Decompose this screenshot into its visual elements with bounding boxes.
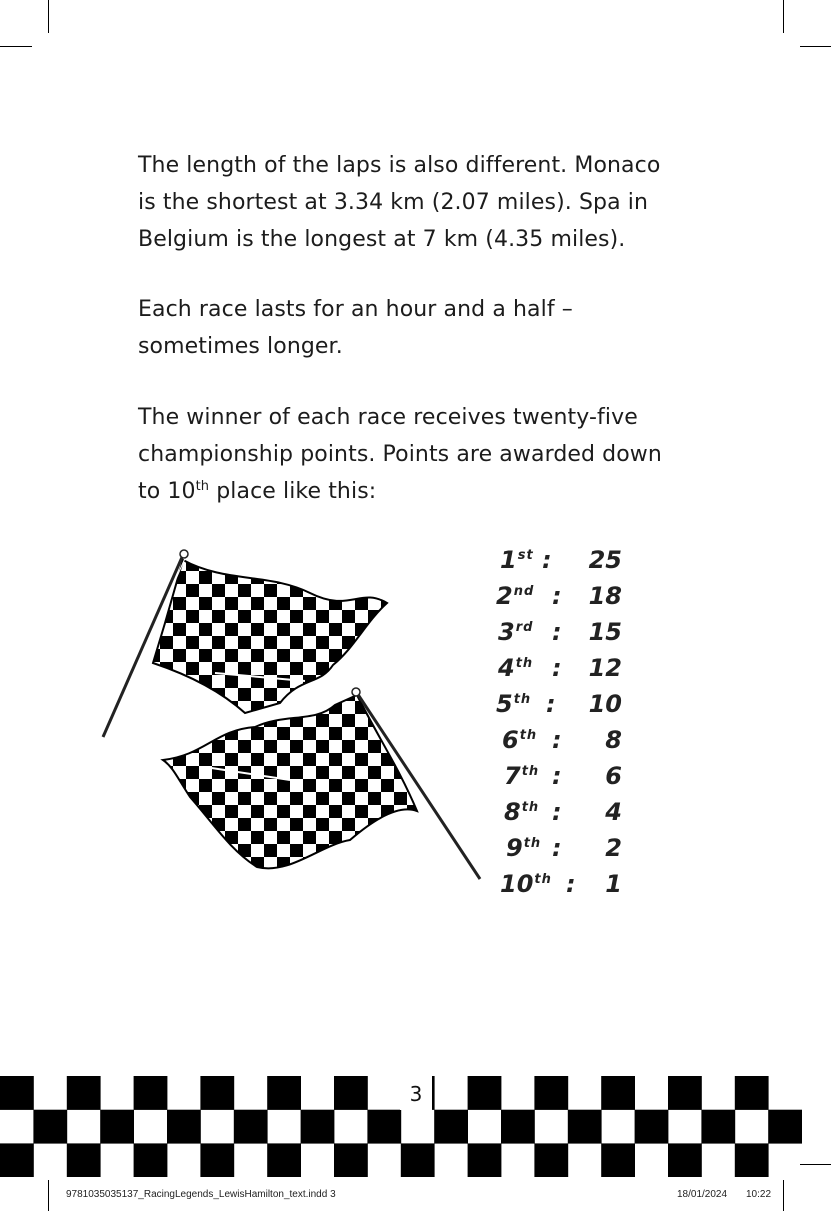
position-number: 5 bbox=[496, 690, 513, 718]
position-suffix: th bbox=[519, 728, 538, 743]
points-row bbox=[490, 614, 630, 650]
points-row bbox=[490, 758, 630, 794]
crop-mark bbox=[800, 46, 831, 47]
position-label bbox=[506, 834, 541, 862]
position-suffix: th bbox=[523, 836, 542, 851]
points-value: 8 bbox=[605, 726, 622, 754]
checker-square bbox=[468, 1076, 502, 1110]
checker-square bbox=[401, 1143, 435, 1177]
position-number: 3 bbox=[498, 618, 515, 646]
position-suffix: st bbox=[517, 548, 534, 563]
points-value: 18 bbox=[588, 582, 622, 610]
position-suffix: th bbox=[521, 764, 540, 779]
checker-square bbox=[735, 1143, 769, 1177]
position-label bbox=[500, 546, 534, 574]
checker-square bbox=[67, 1143, 101, 1177]
separator-colon: : bbox=[566, 870, 576, 898]
checker-square bbox=[701, 1110, 735, 1144]
separator-colon: : bbox=[552, 726, 562, 754]
position-suffix: rd bbox=[515, 620, 534, 635]
position-label bbox=[502, 726, 537, 754]
points-value: 12 bbox=[588, 654, 622, 682]
points-value: 4 bbox=[605, 798, 622, 826]
checker-square bbox=[434, 1110, 468, 1144]
paragraph-race-duration bbox=[138, 291, 718, 365]
checker-square bbox=[334, 1143, 368, 1177]
separator-colon: : bbox=[552, 654, 562, 682]
position-label bbox=[504, 798, 539, 826]
checker-square bbox=[601, 1143, 635, 1177]
position-suffix: th bbox=[534, 872, 552, 887]
checker-square bbox=[67, 1076, 101, 1110]
position-suffix: th bbox=[515, 656, 534, 671]
crop-mark bbox=[783, 0, 784, 33]
position-number: 4 bbox=[498, 654, 515, 682]
position-number: 8 bbox=[504, 798, 521, 826]
position-label bbox=[496, 582, 534, 610]
crop-mark bbox=[783, 1180, 784, 1211]
text-fragment: to 10 bbox=[138, 479, 196, 504]
text-line: Belgium is the longest at 7 km (4.35 miles). bbox=[138, 227, 626, 252]
separator-colon: : bbox=[552, 762, 562, 790]
crop-mark bbox=[48, 1180, 49, 1211]
checker-square bbox=[167, 1110, 201, 1144]
checker-square bbox=[501, 1110, 535, 1144]
separator-colon: : bbox=[552, 582, 562, 610]
checker-square bbox=[267, 1143, 301, 1177]
checker-square bbox=[0, 1076, 34, 1110]
position-number: 9 bbox=[506, 834, 523, 862]
points-value: 2 bbox=[605, 834, 622, 862]
position-suffix: nd bbox=[513, 584, 535, 599]
checker-square bbox=[468, 1143, 502, 1177]
checker-square bbox=[334, 1076, 368, 1110]
points-row bbox=[490, 722, 630, 758]
points-value: 6 bbox=[605, 762, 622, 790]
checker-square bbox=[735, 1076, 769, 1110]
checker-square bbox=[200, 1076, 234, 1110]
points-row bbox=[490, 542, 630, 578]
checker-square bbox=[668, 1076, 702, 1110]
checker-square bbox=[134, 1076, 168, 1110]
checker-square bbox=[534, 1076, 568, 1110]
points-value: 15 bbox=[588, 618, 622, 646]
checker-square bbox=[768, 1110, 802, 1144]
checker-square bbox=[367, 1110, 401, 1144]
separator-colon: : bbox=[542, 546, 552, 574]
position-number: 1 bbox=[500, 546, 517, 574]
slug-date: 18/01/2024 bbox=[677, 1189, 728, 1200]
points-value: 25 bbox=[588, 546, 622, 574]
points-row bbox=[490, 578, 630, 614]
text-line: Each race lasts for an hour and a half – bbox=[138, 297, 573, 322]
position-number: 6 bbox=[502, 726, 519, 754]
points-row bbox=[490, 686, 630, 722]
points-row bbox=[490, 866, 630, 902]
text-line: The length of the laps is also different. Monaco bbox=[138, 153, 661, 178]
checker-square bbox=[33, 1110, 67, 1144]
points-value: 1 bbox=[605, 870, 622, 898]
position-number: 10 bbox=[500, 870, 534, 898]
checker-square bbox=[200, 1143, 234, 1177]
separator-colon: : bbox=[552, 834, 562, 862]
paragraph-lap-length bbox=[138, 147, 718, 258]
separator-colon: : bbox=[546, 690, 556, 718]
checker-square bbox=[635, 1110, 669, 1144]
text-line: championship points. Points are awarded down bbox=[138, 442, 662, 467]
checker-square bbox=[301, 1110, 335, 1144]
checker-square bbox=[134, 1143, 168, 1177]
text-line: The winner of each race receives twenty-five bbox=[138, 405, 638, 430]
checker-square bbox=[534, 1143, 568, 1177]
separator-colon: : bbox=[552, 798, 562, 826]
position-number: 7 bbox=[504, 762, 521, 790]
checker-square bbox=[601, 1076, 635, 1110]
position-suffix: th bbox=[513, 692, 532, 707]
checker-square bbox=[0, 1143, 34, 1177]
checker-square bbox=[267, 1076, 301, 1110]
checker-square bbox=[234, 1110, 268, 1144]
points-table bbox=[490, 542, 630, 902]
slug-filename: 9781035035137_RacingLegends_LewisHamilton_text.indd 3 bbox=[66, 1189, 336, 1200]
superscript: th bbox=[195, 479, 210, 494]
slug-time: 10:22 bbox=[746, 1189, 772, 1200]
checker-square bbox=[568, 1110, 602, 1144]
position-label bbox=[498, 654, 533, 682]
checkered-flags-illustration bbox=[95, 545, 495, 890]
text-fragment: place like this: bbox=[209, 479, 377, 504]
position-label bbox=[504, 762, 539, 790]
position-label bbox=[500, 870, 552, 898]
position-number: 2 bbox=[496, 582, 513, 610]
position-label bbox=[496, 690, 531, 718]
points-row bbox=[490, 794, 630, 830]
crop-mark bbox=[48, 0, 49, 33]
position-label bbox=[498, 618, 533, 646]
paragraph-points bbox=[138, 399, 718, 510]
page-number: 3 bbox=[409, 1082, 423, 1106]
lower-flag bbox=[163, 688, 483, 879]
text-line bbox=[138, 473, 718, 510]
checker-square bbox=[100, 1110, 134, 1144]
points-row bbox=[490, 830, 630, 866]
points-row bbox=[490, 650, 630, 686]
points-value: 10 bbox=[588, 690, 622, 718]
separator-colon: : bbox=[552, 618, 562, 646]
crop-mark bbox=[0, 46, 32, 47]
position-suffix: th bbox=[521, 800, 540, 815]
text-line: sometimes longer. bbox=[138, 334, 343, 359]
checker-square bbox=[668, 1143, 702, 1177]
text-line: is the shortest at 3.34 km (2.07 miles). Spa in bbox=[138, 190, 649, 215]
